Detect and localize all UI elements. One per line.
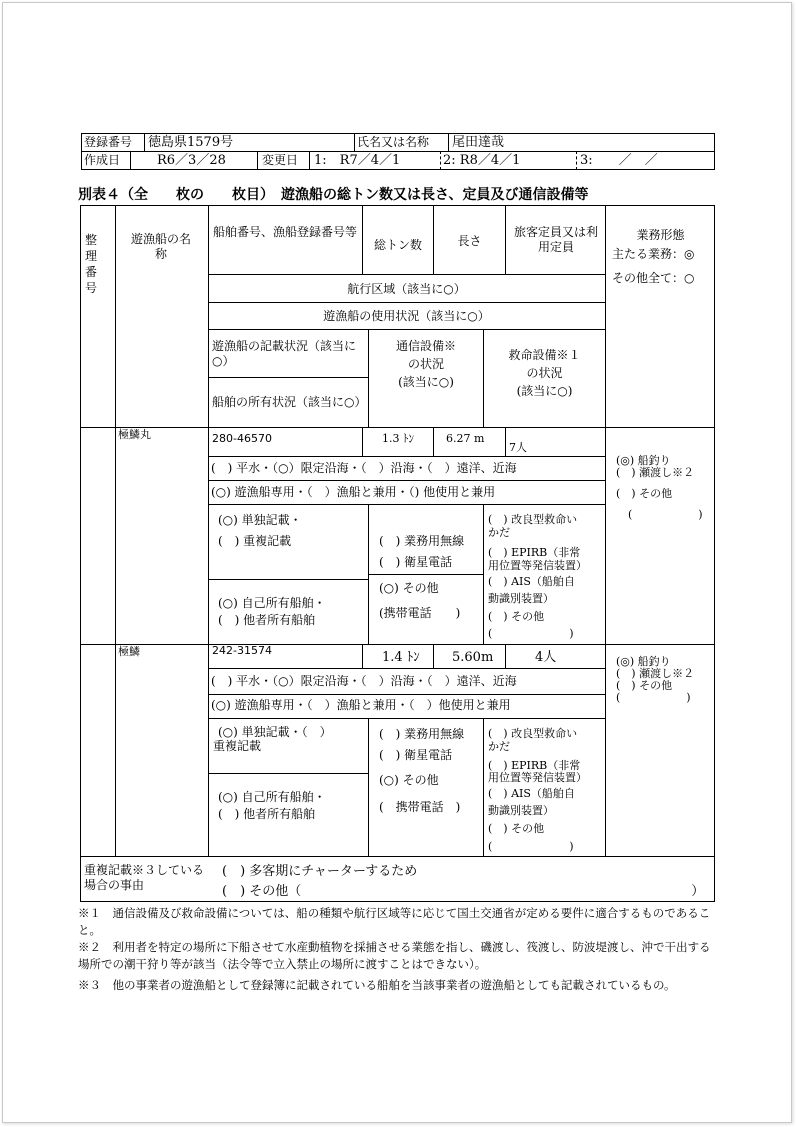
- ship1-rescue-5: ( ): [488, 627, 574, 640]
- ship1-length: 6.27 m: [446, 432, 485, 445]
- comm-header-1: 通信設備※: [395, 339, 456, 353]
- ship1-rescue-1: ( ) 改良型救命い: [488, 513, 578, 526]
- ship2-rescue-3: ( ) AIS（船舶自: [488, 787, 575, 800]
- ship2-rescue-2: ( ) EPIRB（非常: [488, 759, 581, 772]
- ship2-biz-1: (◎) 船釣り: [616, 655, 671, 668]
- ship2-record-1: (○) 単独記載・（ ）: [218, 725, 332, 739]
- length-header: 長さ: [457, 234, 482, 248]
- ship2-capacity: 4人: [535, 650, 557, 665]
- ship1-name: 極鱗丸: [118, 428, 151, 441]
- usage-header: 遊漁船の使用状況（該当に○）: [323, 309, 490, 323]
- ship2-rescue-1b: かだ: [488, 740, 510, 753]
- area-header: 航行区域（該当に○）: [347, 282, 466, 296]
- ship2-comm-3: (○) その他: [379, 773, 439, 787]
- ship-number-header: 船舶番号、漁船登録番号等: [212, 225, 357, 239]
- comm-header-2: の状況: [407, 357, 444, 371]
- ship1-rescue-1b: かだ: [488, 526, 510, 539]
- change-1: 1: R7／4／1: [314, 153, 401, 168]
- owner-label: 氏名又は名称: [357, 135, 430, 149]
- ship1-rescue-3b: 動識別装置）: [488, 592, 554, 605]
- ship2-biz-4: ( ): [616, 691, 691, 704]
- ship2-comm-4: ( 携帯電話 ): [379, 800, 461, 814]
- ship1-record-1: (○) 単独記載・: [218, 513, 302, 527]
- ship1-rescue-4: ( ) その他: [488, 610, 545, 623]
- ship2-record-2: 重複記載: [213, 739, 262, 753]
- ship1-biz-1: (◎) 船釣り: [616, 454, 671, 467]
- note-2: ※２ 利用者を特定の場所に下船させて水産動植物を採捕させる業態を指し、磯渡し、筏渡し、防波堤渡し、沖で干出する場所での潮干狩り等が該当（法令等で立入禁止の場所に渡すことはできない）。: [78, 940, 711, 971]
- ship2-biz-2: ( ) 瀬渡し※２: [616, 667, 695, 680]
- change-3: 3: ／ ／: [580, 153, 658, 168]
- ship2-comm-2: ( ) 衛星電話: [379, 748, 453, 762]
- business-type-header: 業務形態: [636, 228, 685, 242]
- ship1-rescue-2: ( ) EPIRB（非常: [488, 546, 581, 559]
- owner-value: 尾田達哉: [452, 135, 505, 150]
- capacity-header: 旅客定員又は利用定員: [513, 225, 598, 254]
- ship1-number: 280-46570: [212, 432, 272, 445]
- reg-no-label: 登録番号: [84, 135, 133, 149]
- ship2-owner-2: ( ) 他者所有船舶: [218, 807, 316, 821]
- reg-no-value: 徳島県1579号: [148, 135, 234, 150]
- ship1-comm-1: ( ) 業務用無線: [379, 534, 465, 548]
- ship1-rescue-2b: 用位置等発信装置）: [488, 559, 587, 572]
- changed-label: 変更日: [262, 153, 299, 167]
- note-3: ※３ 他の事業者の遊漁船として登録簿に記載されている船舶を当該事業者の遊漁船としても記載されているもの。: [78, 978, 676, 992]
- duplicate-opt-2: ( ) その他（ ）: [222, 884, 705, 899]
- ship1-tonnage: 1.3 ﾄﾝ: [382, 432, 414, 445]
- tonnage-header: 総トン数: [373, 238, 422, 252]
- ship1-usage: (○) 遊漁船専用・（ ）漁船と兼用・（) 他使用と兼用: [211, 485, 496, 499]
- ship2-rescue-1: ( ) 改良型救命い: [488, 727, 578, 740]
- record-status-header: 遊漁船の記載状況（該当に○）: [212, 339, 357, 368]
- duplicate-opt-1: ( ) 多客期にチャーターするため: [222, 864, 418, 879]
- ship2-area: ( ) 平水・（○）限定沿海・（ ）沿海・（ ）遠洋、近海: [211, 674, 517, 688]
- ship2-usage: (○) 遊漁船専用・（ ）漁船と兼用・（ ）他使用と兼用: [211, 698, 511, 712]
- ship1-record-2: ( ) 重複記載: [218, 534, 292, 548]
- duplicate-label: 重複記載※３している場合の事由: [84, 863, 205, 892]
- ship1-rescue-3: ( ) AIS（船舶自: [488, 575, 575, 588]
- ship1-biz-4: ( ): [628, 508, 703, 521]
- note-1: ※１ 通信設備及び救命設備については、船の種類や航行区域等に応じて国土交通省が定める要件に適合するものであること。: [78, 906, 711, 937]
- ship2-number: 242-31574: [212, 644, 272, 657]
- ship2-rescue-2b: 用位置等発信装置）: [488, 771, 587, 784]
- ownership-status-header: 船舶の所有状況（該当に○）: [212, 395, 367, 409]
- rescue-header-2: の状況: [526, 366, 563, 380]
- rescue-header-3: (該当に○): [516, 384, 573, 398]
- created-label: 作成日: [84, 153, 121, 167]
- ship2-biz-3: ( ) その他: [616, 679, 673, 692]
- ship-name-header: 遊漁船の名称: [130, 232, 191, 261]
- ship1-comm-2: ( ) 衛星電話: [379, 555, 453, 569]
- business-main-header: 主たる業務：◎: [612, 247, 695, 261]
- ship1-owner-1: (○) 自己所有船舶・: [218, 596, 326, 610]
- ship2-rescue-4: ( ) その他: [488, 822, 545, 835]
- created-value: R6／3／28: [157, 153, 226, 168]
- ship2-length: 5.60m: [452, 650, 494, 665]
- ship1-owner-2: ( ) 他者所有船舶: [218, 613, 316, 627]
- ship1-comm-4: (携帯電話 ): [379, 606, 461, 620]
- ship2-owner-1: (○) 自己所有船舶・: [218, 790, 326, 804]
- change-2: 2: R8／4／1: [443, 153, 521, 168]
- ship2-rescue-5: ( ): [488, 840, 574, 853]
- ship1-area: ( ) 平水・（○）限定沿海・（ ）沿海・（ ）遠洋、近海: [211, 461, 517, 475]
- seiri-label: 整 理 番 号: [84, 233, 97, 295]
- ship2-rescue-3b: 動識別装置）: [488, 804, 554, 817]
- ship2-tonnage: 1.4 ﾄﾝ: [382, 650, 420, 665]
- ship2-comm-1: ( ) 業務用無線: [379, 727, 465, 741]
- ship2-name: 極鱗: [118, 645, 140, 658]
- form-title: 別表４（全 枚の 枚目） 遊漁船の総トン数又は長さ、定員及び通信設備等: [78, 187, 589, 203]
- ship1-comm-3: (○) その他: [379, 581, 439, 595]
- ship1-biz-2: ( ) 瀬渡し※２: [616, 466, 695, 479]
- ship1-biz-3: ( ) その他: [616, 487, 673, 500]
- comm-header-3: (該当に○): [398, 375, 454, 389]
- rescue-header-1: 救命設備※１: [508, 348, 581, 362]
- business-other-header: その他全て：○: [612, 271, 695, 285]
- ship1-capacity: 7人: [509, 441, 527, 454]
